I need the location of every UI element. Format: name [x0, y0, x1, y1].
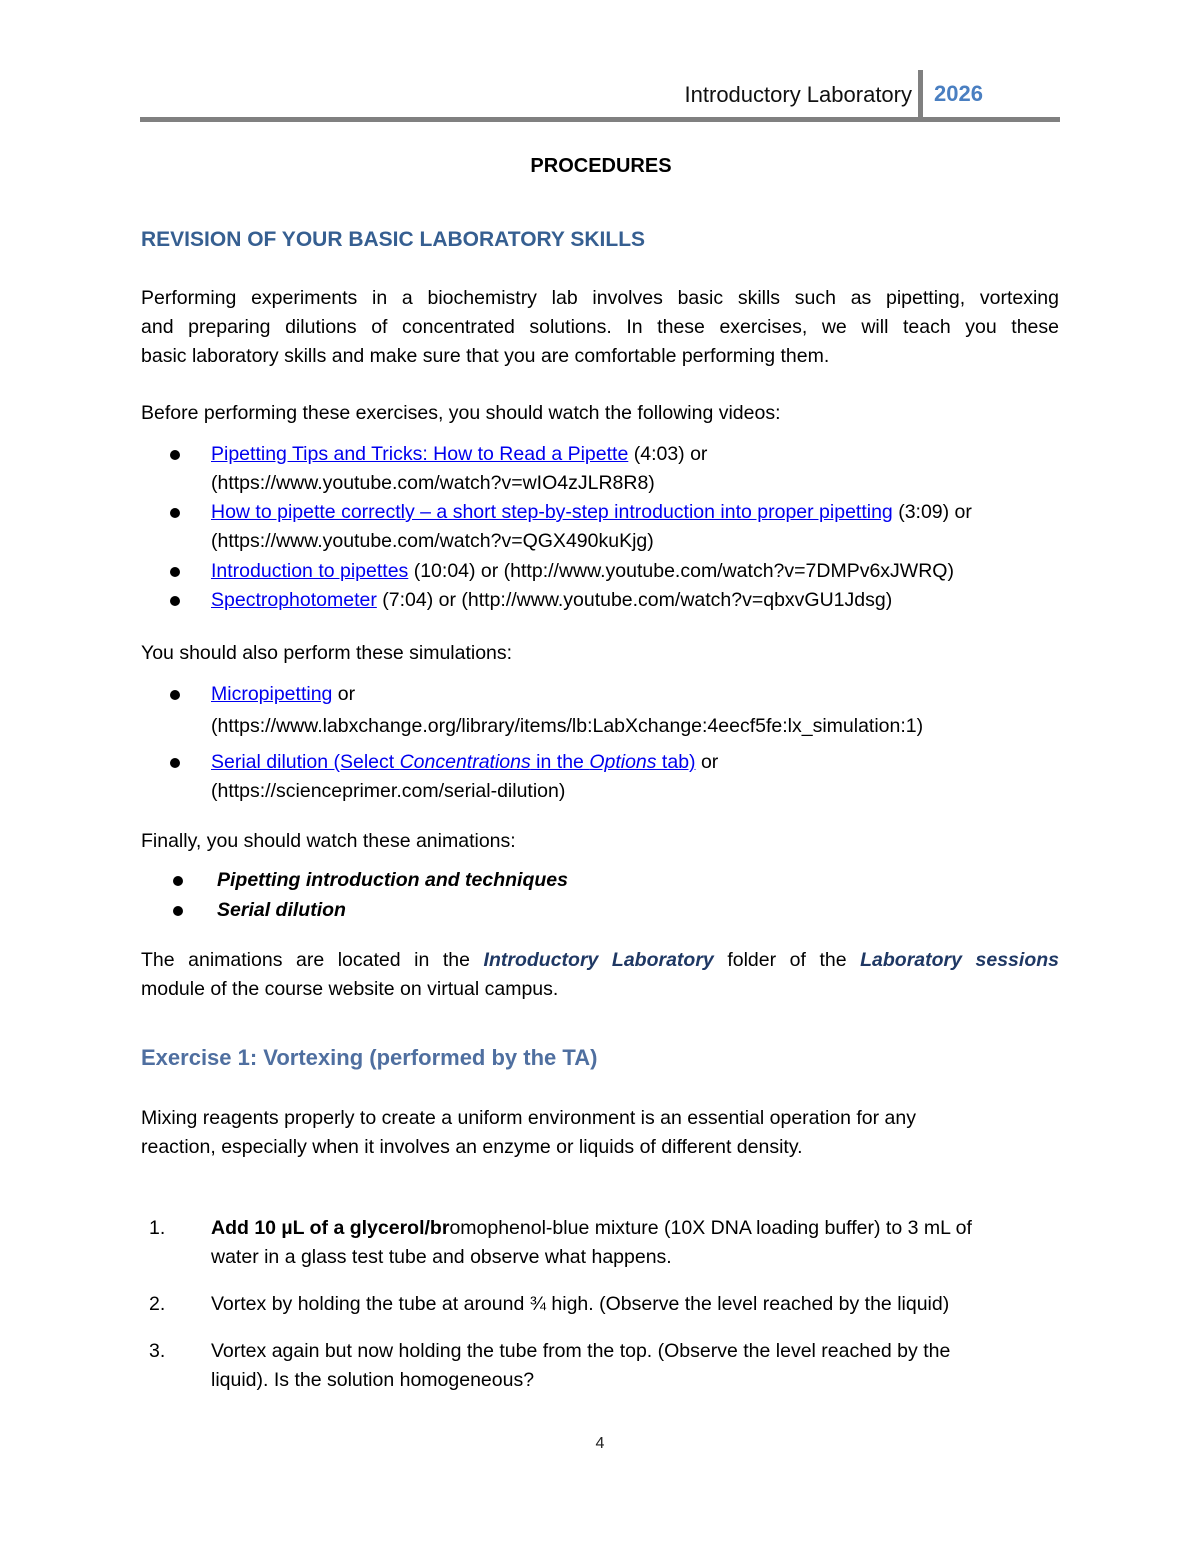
bullet-icon: [170, 508, 180, 518]
video-url: (https://www.youtube.com/watch?v=QGX490kuKjg): [211, 530, 654, 552]
bullet-icon: [173, 876, 183, 886]
link-text: in the: [530, 751, 590, 773]
animation-title: Pipetting introduction and techniques: [217, 869, 568, 891]
simulation-url: (https://www.labxchange.org/library/items/lb:LabXchange:4eecf5fe:lx_simulation:1): [211, 715, 924, 737]
video-link-pipetting-tips[interactable]: Pipetting Tips and Tricks: How to Read a Pipette: [211, 443, 629, 465]
videos-intro: Before performing these exercises, you should watch the following videos:: [141, 402, 781, 424]
link-text-italic: Concentrations: [399, 751, 531, 773]
suffix-text: or: [332, 683, 356, 705]
location-line-2: module of the course website on virtual campus.: [141, 978, 559, 1000]
section-heading: REVISION OF YOUR BASIC LABORATORY SKILLS: [141, 228, 646, 251]
video-link-pipette-correctly[interactable]: How to pipette correctly – a short step-by-step introduction into proper pipetting: [211, 501, 893, 523]
simulation-link-micropipetting[interactable]: Micropipetting: [211, 683, 333, 705]
exercise-intro-line-1: Mixing reagents properly to create a uniform environment is an essential operation for any: [141, 1107, 916, 1129]
link-text-italic: Options: [589, 751, 657, 773]
bullet-icon: [170, 758, 180, 768]
page-number: 4: [595, 1435, 605, 1452]
location-line-1: [141, 946, 1059, 975]
page-header: [140, 70, 1060, 122]
video-url: (https://www.youtube.com/watch?v=wIO4zJLR8R8): [211, 472, 655, 494]
bullet-icon: [170, 567, 180, 577]
animations-intro: Finally, you should watch these animations:: [141, 830, 516, 852]
video-duration: (4:03) or: [628, 443, 708, 465]
simulation-link-serial-dilution[interactable]: [211, 751, 696, 773]
step-text: water in a glass test tube and observe what happens.: [211, 1246, 672, 1268]
video-link-spectrophotometer[interactable]: Spectrophotometer: [211, 589, 377, 611]
intro-line-1: Performing experiments in a biochemistry lab involves basic skills such as pipetting, vortexing: [141, 287, 1059, 309]
text: The animations are located in the: [141, 949, 484, 971]
video-duration-url: (10:04) or (http://www.youtube.com/watch?v=7DMPv6xJWRQ): [408, 560, 954, 582]
step-number: 1.: [149, 1217, 166, 1239]
bullet-icon: [170, 596, 180, 606]
intro-line-3: basic laboratory skills and make sure that you are comfortable performing them.: [141, 345, 830, 367]
video-link-intro-pipettes[interactable]: Introduction to pipettes: [211, 560, 409, 582]
suffix-text: or: [695, 751, 719, 773]
step-text: Vortex by holding the tube at around ¾ high. (Observe the level reached by the liquid): [211, 1293, 950, 1315]
step-text: liquid). Is the solution homogeneous?: [211, 1369, 535, 1391]
header-title: Introductory Laboratory: [684, 82, 912, 107]
exercise-heading: Exercise 1: Vortexing (performed by the TA): [141, 1045, 598, 1070]
link-text: tab): [656, 751, 696, 773]
step-number: 3.: [149, 1340, 166, 1362]
simulations-intro: You should also perform these simulations:: [141, 642, 513, 664]
animation-title: Serial dilution: [217, 899, 346, 921]
folder-name: Introductory Laboratory: [483, 949, 714, 971]
module-name: Laboratory sessions: [860, 949, 1059, 971]
step-number: 2.: [149, 1293, 166, 1315]
step-text: Vortex again but now holding the tube from the top. (Observe the level reached by the: [211, 1340, 951, 1362]
header-divider: [918, 70, 923, 120]
link-text: Serial dilution (Select: [211, 751, 400, 773]
bullet-icon: [170, 450, 180, 460]
document-title: PROCEDURES: [530, 155, 672, 177]
video-duration-url: (7:04) or (http://www.youtube.com/watch?v=qbxvGU1Jdsg): [376, 589, 893, 611]
video-duration: (3:09) or: [892, 501, 972, 523]
bullet-icon: [173, 906, 183, 916]
simulation-url: (https://scienceprimer.com/serial-dilution): [211, 780, 566, 802]
exercise-intro-line-2: reaction, especially when it involves an enzyme or liquids of different density.: [141, 1136, 803, 1158]
step-text: omophenol-blue mixture (10X DNA loading buffer) to 3 mL of: [449, 1217, 972, 1239]
bullet-icon: [170, 690, 180, 700]
text: folder of the: [713, 949, 861, 971]
intro-line-2: and preparing dilutions of concentrated solutions. In these exercises, we will teach you these: [141, 316, 1059, 338]
step-bold-text: Add 10 µL of a glycerol/br: [211, 1217, 450, 1239]
header-rule: [140, 117, 1060, 122]
header-year: 2026: [934, 81, 983, 106]
